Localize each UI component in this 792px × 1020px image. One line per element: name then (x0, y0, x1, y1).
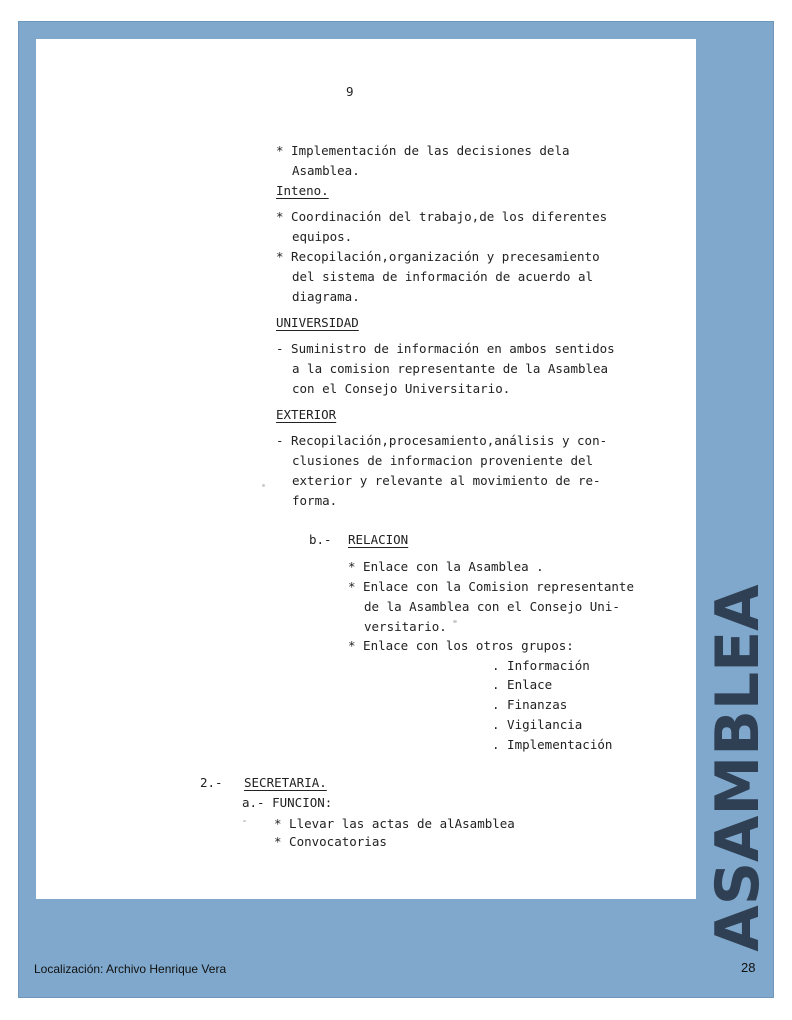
doc-line: diagrama. (292, 289, 360, 304)
doc-line: con el Consejo Universitario. (292, 381, 511, 396)
subsection-heading-relacion: RELACION (348, 532, 409, 547)
doc-line: equipos. (292, 229, 353, 244)
scan-speck (262, 484, 265, 487)
section-prefix: 2.- (200, 775, 223, 790)
doc-line: a.- FUNCION: (242, 795, 333, 810)
doc-line: forma. (292, 493, 338, 508)
group-item: . Vigilancia (492, 717, 583, 732)
doc-line: exterior y relevante al movimiento de re- (292, 473, 601, 488)
side-title: ASAMBLEA (703, 584, 773, 952)
doc-line: - Recopilación,procesamiento,análisis y con- (276, 433, 608, 448)
doc-line: * Enlace con la Asamblea . (348, 559, 544, 574)
sheet-page-number: 9 (346, 84, 354, 99)
scan-speck (243, 820, 246, 822)
group-item: . Información (492, 658, 590, 673)
doc-line: * Recopilación,organización y precesamiento (276, 249, 600, 264)
section-heading-interno: Inteno. (276, 183, 329, 198)
group-item: . Enlace (492, 677, 553, 692)
doc-line: a la comision representante de la Asamblea (292, 361, 609, 376)
group-item: . Finanzas (492, 697, 568, 712)
footer-location: Localización: Archivo Henrique Vera (34, 962, 227, 976)
subsection-prefix: b.- (309, 532, 332, 547)
doc-line: - Suministro de información en ambos sentidos (276, 341, 615, 356)
section-heading-universidad: UNIVERSIDAD (276, 315, 359, 330)
doc-line: del sistema de información de acuerdo al (292, 269, 594, 284)
doc-line: de la Asamblea con el Consejo Uni- (364, 599, 620, 614)
section-heading-exterior: EXTERIOR (276, 407, 337, 422)
section-heading-secretaria: SECRETARIA. (244, 775, 327, 790)
group-item: . Implementación (492, 737, 613, 752)
doc-line: * Implementación de las decisiones dela (276, 143, 570, 158)
doc-line: * Llevar las actas de alAsamblea (274, 816, 515, 831)
doc-line: * Convocatorias (274, 834, 387, 849)
doc-line: * Enlace con la Comision representante (348, 579, 634, 594)
doc-line: * Coordinación del trabajo,de los diferentes (276, 209, 608, 224)
doc-line: Asamblea. (292, 163, 360, 178)
page-number: 28 (741, 960, 756, 975)
doc-line: clusiones de informacion proveniente del (292, 453, 594, 468)
doc-line: * Enlace con los otros grupos: (348, 638, 574, 653)
doc-line: versitario. (364, 619, 447, 634)
scan-speck (453, 620, 457, 623)
